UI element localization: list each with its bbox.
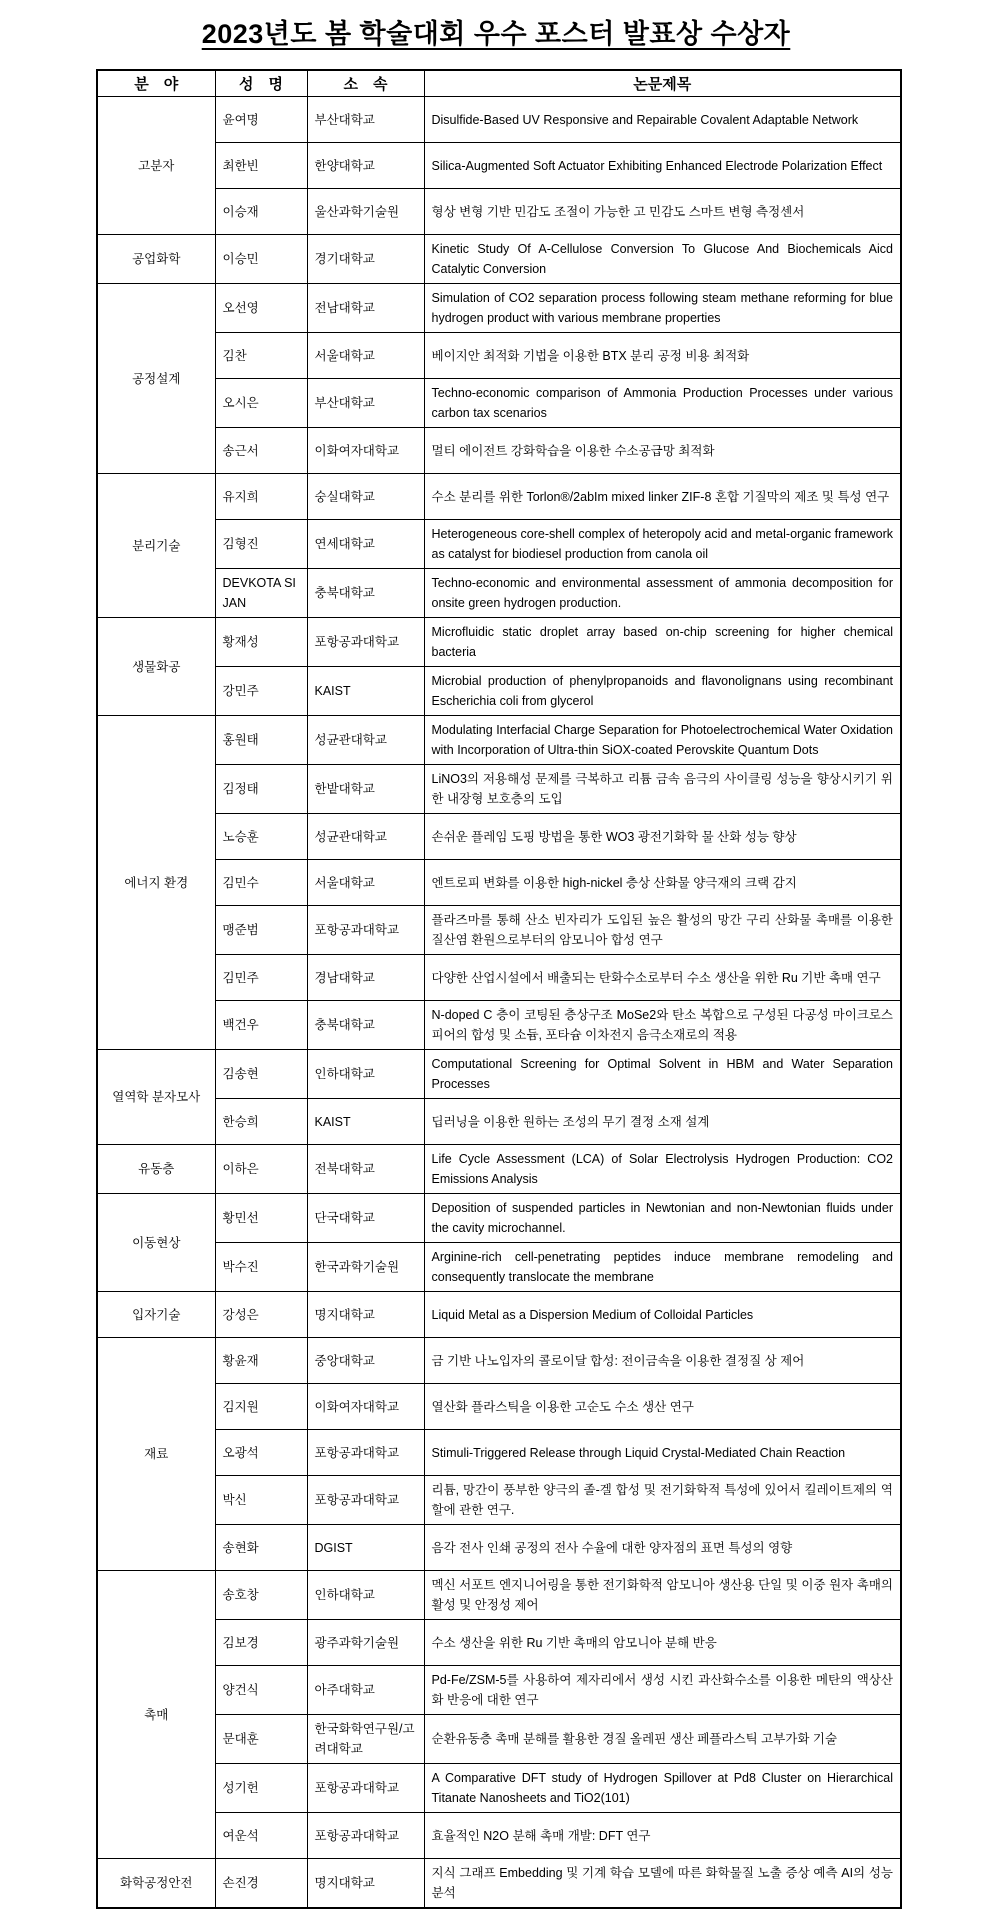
winner-name-cell: 오광석: [215, 1430, 307, 1476]
awards-table-body: [97, 97, 901, 1909]
table-row: [97, 1571, 901, 1620]
affiliation-cell: 한국화학연구원/고려대학교: [307, 1715, 424, 1764]
table-row: [97, 814, 901, 860]
winner-name-cell: 박수진: [215, 1243, 307, 1292]
field-cell: 공업화학: [97, 235, 215, 284]
paper-title-cell: 순환유동층 촉매 분해를 활용한 경질 올레핀 생산 페플라스틱 고부가화 기술: [424, 1715, 901, 1764]
winner-name-cell: 김지원: [215, 1384, 307, 1430]
paper-title-cell: 플라즈마를 통해 산소 빈자리가 도입된 높은 활성의 망간 구리 산화물 촉매를 이용한 질산염 환원으로부터의 암모니아 합성 연구: [424, 906, 901, 955]
table-row: [97, 284, 901, 333]
table-row: [97, 143, 901, 189]
table-row: [97, 1859, 901, 1909]
affiliation-cell: 한국과학기술원: [307, 1243, 424, 1292]
affiliation-cell: 경남대학교: [307, 955, 424, 1001]
paper-title-cell: Silica-Augmented Soft Actuator Exhibiting Enhanced Electrode Polarization Effect: [424, 143, 901, 189]
paper-title-cell: Liquid Metal as a Dispersion Medium of Colloidal Particles: [424, 1292, 901, 1338]
paper-title-cell: 수소 분리를 위한 Torlon®/2abIm mixed linker ZIF-8 혼합 기질막의 제조 및 특성 연구: [424, 474, 901, 520]
table-row: [97, 235, 901, 284]
affiliation-cell: 포항공과대학교: [307, 906, 424, 955]
paper-title-cell: Heterogeneous core-shell complex of heteropoly acid and metal-organic framework as catalyst for biodiesel production from canola oil: [424, 520, 901, 569]
table-row: [97, 1292, 901, 1338]
paper-title-cell: Techno-economic and environmental assessment of ammonia decomposition for onsite green hydrogen production.: [424, 569, 901, 618]
winner-name-cell: 유지희: [215, 474, 307, 520]
winner-name-cell: 손진경: [215, 1859, 307, 1909]
paper-title-cell: Deposition of suspended particles in Newtonian and non-Newtonian fluids under the cavity microchannel.: [424, 1194, 901, 1243]
table-row: [97, 189, 901, 235]
affiliation-cell: 숭실대학교: [307, 474, 424, 520]
paper-title-cell: Microbial production of phenylpropanoids and flavonolignans using recombinant Escherichia coli from glycerol: [424, 667, 901, 716]
paper-title-cell: 음각 전사 인쇄 공정의 전사 수율에 대한 양자점의 표면 특성의 영향: [424, 1525, 901, 1571]
affiliation-cell: 서울대학교: [307, 860, 424, 906]
column-header-affiliation: 소 속: [307, 70, 424, 97]
winner-name-cell: 송현화: [215, 1525, 307, 1571]
table-row: [97, 428, 901, 474]
column-header-field: 분 야: [97, 70, 215, 97]
table-row: [97, 1666, 901, 1715]
paper-title-cell: Microfluidic static droplet array based on-chip screening for higher chemical bacteria: [424, 618, 901, 667]
affiliation-cell: 한밭대학교: [307, 765, 424, 814]
affiliation-cell: 단국대학교: [307, 1194, 424, 1243]
affiliation-cell: 포항공과대학교: [307, 1764, 424, 1813]
affiliation-cell: 울산과학기술원: [307, 189, 424, 235]
affiliation-cell: 포항공과대학교: [307, 1430, 424, 1476]
affiliation-cell: 인하대학교: [307, 1571, 424, 1620]
table-row: [97, 1430, 901, 1476]
table-row: [97, 1145, 901, 1194]
table-row: [97, 1194, 901, 1243]
winner-name-cell: 황윤재: [215, 1338, 307, 1384]
affiliation-cell: 성균관대학교: [307, 814, 424, 860]
affiliation-cell: KAIST: [307, 667, 424, 716]
winner-name-cell: 김민주: [215, 955, 307, 1001]
winner-name-cell: 문대훈: [215, 1715, 307, 1764]
page-title: 2023년도 봄 학술대회 우수 포스터 발표상 수상자: [201, 19, 791, 49]
affiliation-cell: 포항공과대학교: [307, 618, 424, 667]
paper-title-cell: Pd-Fe/ZSM-5를 사용하여 제자리에서 생성 시킨 과산화수소를 이용한 메탄의 액상산화 반응에 대한 연구: [424, 1666, 901, 1715]
affiliation-cell: 충북대학교: [307, 1001, 424, 1050]
paper-title-cell: 효율적인 N2O 분해 촉매 개발: DFT 연구: [424, 1813, 901, 1859]
winner-name-cell: 황민선: [215, 1194, 307, 1243]
paper-title-cell: 손쉬운 플레임 도핑 방법을 통한 WO3 광전기화학 물 산화 성능 향상: [424, 814, 901, 860]
table-row: [97, 379, 901, 428]
field-cell: 열역학 분자모사: [97, 1050, 215, 1145]
table-row: [97, 955, 901, 1001]
winner-name-cell: 김보경: [215, 1620, 307, 1666]
table-row: [97, 1813, 901, 1859]
paper-title-cell: 다양한 산업시설에서 배출되는 탄화수소로부터 수소 생산을 위한 Ru 기반 촉매 연구: [424, 955, 901, 1001]
field-cell: 입자기술: [97, 1292, 215, 1338]
affiliation-cell: 아주대학교: [307, 1666, 424, 1715]
winner-name-cell: 송근서: [215, 428, 307, 474]
winner-name-cell: 김형진: [215, 520, 307, 569]
column-header-paper-title: 논문제목: [424, 70, 901, 97]
field-cell: 촉매: [97, 1571, 215, 1859]
winner-name-cell: 강성은: [215, 1292, 307, 1338]
field-cell: 고분자: [97, 97, 215, 235]
table-row: [97, 1764, 901, 1813]
affiliation-cell: 광주과학기술원: [307, 1620, 424, 1666]
table-row: [97, 765, 901, 814]
winner-name-cell: 노승훈: [215, 814, 307, 860]
winner-name-cell: 김정태: [215, 765, 307, 814]
winner-name-cell: 황재성: [215, 618, 307, 667]
affiliation-cell: 성균관대학교: [307, 716, 424, 765]
header-row: [97, 70, 901, 97]
winner-name-cell: 김송현: [215, 1050, 307, 1099]
awards-table-header: [97, 70, 901, 97]
paper-title-cell: 멀티 에이전트 강화학습을 이용한 수소공급망 최적화: [424, 428, 901, 474]
winner-name-cell: 이승민: [215, 235, 307, 284]
field-cell: 에너지 환경: [97, 716, 215, 1050]
table-row: [97, 333, 901, 379]
affiliation-cell: 충북대학교: [307, 569, 424, 618]
affiliation-cell: 명지대학교: [307, 1292, 424, 1338]
paper-title-cell: 형상 변형 기반 민감도 조절이 가능한 고 민감도 스마트 변형 측정센서: [424, 189, 901, 235]
table-row: [97, 97, 901, 143]
affiliation-cell: 이화여자대학교: [307, 1384, 424, 1430]
paper-title-cell: 베이지안 최적화 기법을 이용한 BTX 분리 공정 비용 최적화: [424, 333, 901, 379]
winner-name-cell: 송호창: [215, 1571, 307, 1620]
table-row: [97, 906, 901, 955]
table-row: [97, 1384, 901, 1430]
table-row: [97, 1001, 901, 1050]
winner-name-cell: 이승재: [215, 189, 307, 235]
table-row: [97, 1338, 901, 1384]
paper-title-cell: 지식 그래프 Embedding 및 기계 학습 모델에 따른 화학물질 노출 증상 예측 AI의 성능 분석: [424, 1859, 901, 1909]
affiliation-cell: 전북대학교: [307, 1145, 424, 1194]
winner-name-cell: 한승희: [215, 1099, 307, 1145]
affiliation-cell: 한양대학교: [307, 143, 424, 189]
column-header-name: 성 명: [215, 70, 307, 97]
affiliation-cell: 인하대학교: [307, 1050, 424, 1099]
affiliation-cell: 부산대학교: [307, 379, 424, 428]
winner-name-cell: 오선영: [215, 284, 307, 333]
table-row: [97, 1050, 901, 1099]
table-row: [97, 520, 901, 569]
paper-title-cell: 열산화 플라스틱을 이용한 고순도 수소 생산 연구: [424, 1384, 901, 1430]
winner-name-cell: 김민수: [215, 860, 307, 906]
paper-title-cell: 수소 생산을 위한 Ru 기반 촉매의 암모니아 분해 반응: [424, 1620, 901, 1666]
winner-name-cell: 백건우: [215, 1001, 307, 1050]
paper-title-cell: 금 기반 나노입자의 콜로이달 합성: 전이금속을 이용한 결정질 상 제어: [424, 1338, 901, 1384]
paper-title-cell: A Comparative DFT study of Hydrogen Spillover at Pd8 Cluster on Hierarchical Titanate Nanosheets and TiO2(101): [424, 1764, 901, 1813]
winner-name-cell: DEVKOTA SIJAN: [215, 569, 307, 618]
table-row: [97, 618, 901, 667]
table-row: [97, 569, 901, 618]
paper-title-cell: LiNO3의 저용해성 문제를 극복하고 리튬 금속 음극의 사이클링 성능을 향상시키기 위한 내장형 보호층의 도입: [424, 765, 901, 814]
affiliation-cell: 부산대학교: [307, 97, 424, 143]
winner-name-cell: 박신: [215, 1476, 307, 1525]
winner-name-cell: 강민주: [215, 667, 307, 716]
winner-name-cell: 오시은: [215, 379, 307, 428]
table-row: [97, 1243, 901, 1292]
paper-title-cell: Stimuli-Triggered Release through Liquid Crystal-Mediated Chain Reaction: [424, 1430, 901, 1476]
paper-title-cell: Arginine-rich cell-penetrating peptides induce membrane remodeling and consequently translocate the membrane: [424, 1243, 901, 1292]
affiliation-cell: 이화여자대학교: [307, 428, 424, 474]
table-row: [97, 1525, 901, 1571]
winner-name-cell: 윤여명: [215, 97, 307, 143]
paper-title-cell: 딥러닝을 이용한 원하는 조성의 무기 결정 소재 설계: [424, 1099, 901, 1145]
winner-name-cell: 양건식: [215, 1666, 307, 1715]
table-row: [97, 667, 901, 716]
table-row: [97, 1620, 901, 1666]
paper-title-cell: Computational Screening for Optimal Solvent in HBM and Water Separation Processes: [424, 1050, 901, 1099]
winner-name-cell: 이하은: [215, 1145, 307, 1194]
paper-title-cell: Kinetic Study Of A-Cellulose Conversion To Glucose And Biochemicals Aicd Catalytic Conversion: [424, 235, 901, 284]
paper-title-cell: Techno-economic comparison of Ammonia Production Processes under various carbon tax scenarios: [424, 379, 901, 428]
winner-name-cell: 성기헌: [215, 1764, 307, 1813]
field-cell: 재료: [97, 1338, 215, 1571]
field-cell: 이동현상: [97, 1194, 215, 1292]
affiliation-cell: DGIST: [307, 1525, 424, 1571]
affiliation-cell: 포항공과대학교: [307, 1476, 424, 1525]
field-cell: 화학공정안전: [97, 1859, 215, 1909]
paper-title-cell: Modulating Interfacial Charge Separation for Photoelectrochemical Water Oxidation with Incorporation of Ultra-thin SiOX-coated Perovskite Quantum Dots: [424, 716, 901, 765]
affiliation-cell: 포항공과대학교: [307, 1813, 424, 1859]
field-cell: 공정설계: [97, 284, 215, 474]
winner-name-cell: 여운석: [215, 1813, 307, 1859]
table-row: [97, 1476, 901, 1525]
affiliation-cell: 경기대학교: [307, 235, 424, 284]
winner-name-cell: 홍원태: [215, 716, 307, 765]
paper-title-cell: N-doped C 층이 코팅된 층상구조 MoSe2와 탄소 복합으로 구성된 다공성 마이크로스피어의 합성 및 소듐, 포타슘 이차전지 음극소재로의 적용: [424, 1001, 901, 1050]
affiliation-cell: 중앙대학교: [307, 1338, 424, 1384]
table-row: [97, 860, 901, 906]
affiliation-cell: 전남대학교: [307, 284, 424, 333]
affiliation-cell: KAIST: [307, 1099, 424, 1145]
table-row: [97, 1715, 901, 1764]
winner-name-cell: 최한빈: [215, 143, 307, 189]
paper-title-cell: Life Cycle Assessment (LCA) of Solar Electrolysis Hydrogen Production: CO2 Emissions Analysis: [424, 1145, 901, 1194]
paper-title-cell: 리튬, 망간이 풍부한 양극의 졸-겔 합성 및 전기화학적 특성에 있어서 킬레이트제의 역할에 관한 연구.: [424, 1476, 901, 1525]
paper-title-cell: Simulation of CO2 separation process following steam methane reforming for blue hydrogen product with various membrane properties: [424, 284, 901, 333]
affiliation-cell: 연세대학교: [307, 520, 424, 569]
affiliation-cell: 명지대학교: [307, 1859, 424, 1909]
affiliation-cell: 서울대학교: [307, 333, 424, 379]
field-cell: 유동층: [97, 1145, 215, 1194]
winner-name-cell: 맹준범: [215, 906, 307, 955]
field-cell: 생물화공: [97, 618, 215, 716]
table-row: [97, 1099, 901, 1145]
field-cell: 분리기술: [97, 474, 215, 618]
paper-title-cell: 멕신 서포트 엔지니어링을 통한 전기화학적 암모니아 생산용 단일 및 이중 원자 촉매의 활성 및 안정성 제어: [424, 1571, 901, 1620]
paper-title-cell: Disulfide-Based UV Responsive and Repairable Covalent Adaptable Network: [424, 97, 901, 143]
table-row: [97, 716, 901, 765]
awards-table: [96, 69, 902, 1909]
paper-title-cell: 엔트로피 변화를 이용한 high-nickel 층상 산화물 양극재의 크랙 감지: [424, 860, 901, 906]
table-row: [97, 474, 901, 520]
winner-name-cell: 김찬: [215, 333, 307, 379]
